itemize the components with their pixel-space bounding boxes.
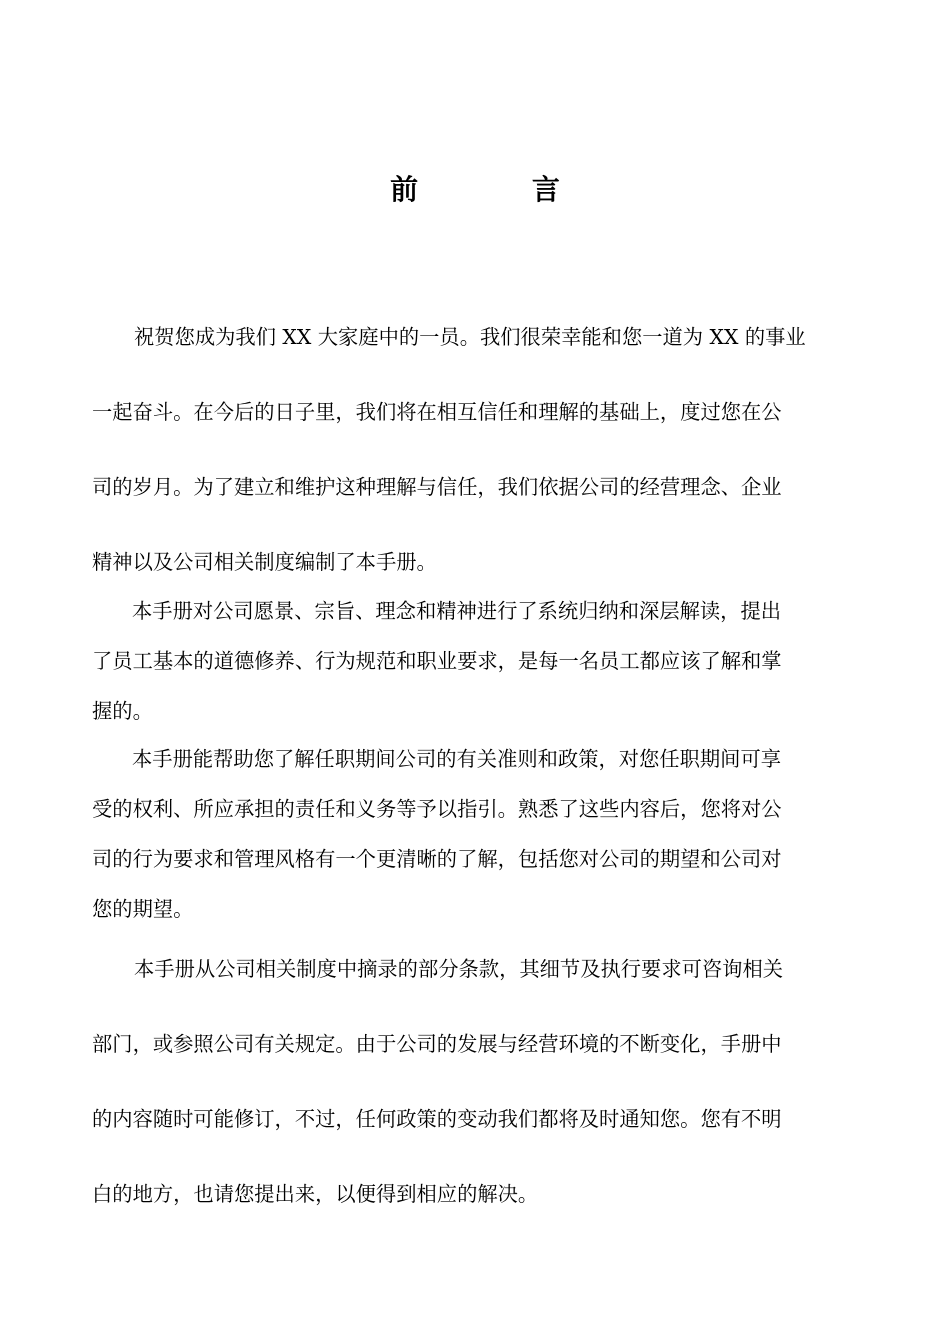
paragraph-line: 您的期望。	[92, 897, 194, 921]
page-title: 前 言	[390, 173, 612, 206]
paragraph-line: 了员工基本的道德修养、行为规范和职业要求，是每一名员工都应该了解和掌	[92, 649, 782, 673]
paragraph-line: 本手册能帮助您了解任职期间公司的有关准则和政策，对您任职期间可享	[132, 747, 782, 771]
paragraph-line: 司的岁月。为了建立和维护这种理解与信任，我们依据公司的经营理念、企业	[92, 475, 782, 499]
paragraph-handbook-notice	[92, 932, 860, 1232]
paragraph-line: 本手册从公司相关制度中摘录的部分条款，其细节及执行要求可咨询相关	[134, 957, 784, 981]
paragraph-handbook-purpose	[92, 734, 860, 934]
paragraph-line: 本手册对公司愿景、宗旨、理念和精神进行了系统归纳和深层解读，提出	[132, 599, 782, 623]
paragraph-line: 精神以及公司相关制度编制了本手册。	[92, 550, 437, 574]
paragraph-line: 白的地方，也请您提出来，以便得到相应的解决。	[92, 1182, 539, 1206]
paragraph-line: 握的。	[92, 699, 153, 723]
paragraph-line: 司的行为要求和管理风格有一个更清晰的了解，包括您对公司的期望和公司对	[92, 847, 782, 871]
paragraph-line: 受的权利、所应承担的责任和义务等予以指引。熟悉了这些内容后，您将对公	[92, 797, 782, 821]
paragraph-line: 一起奋斗。在今后的日子里，我们将在相互信任和理解的基础上，度过您在公	[92, 400, 782, 424]
paragraph-welcome	[92, 300, 860, 600]
paragraph-line: 祝贺您成为我们 XX 大家庭中的一员。我们很荣幸能和您一道为 XX 的事业	[134, 325, 806, 349]
paragraph-handbook-content	[92, 586, 860, 736]
paragraph-line: 的内容随时可能修订，不过，任何政策的变动我们都将及时通知您。您有不明	[92, 1107, 782, 1131]
paragraph-line: 部门，或参照公司有关规定。由于公司的发展与经营环境的不断变化，手册中	[92, 1032, 782, 1056]
